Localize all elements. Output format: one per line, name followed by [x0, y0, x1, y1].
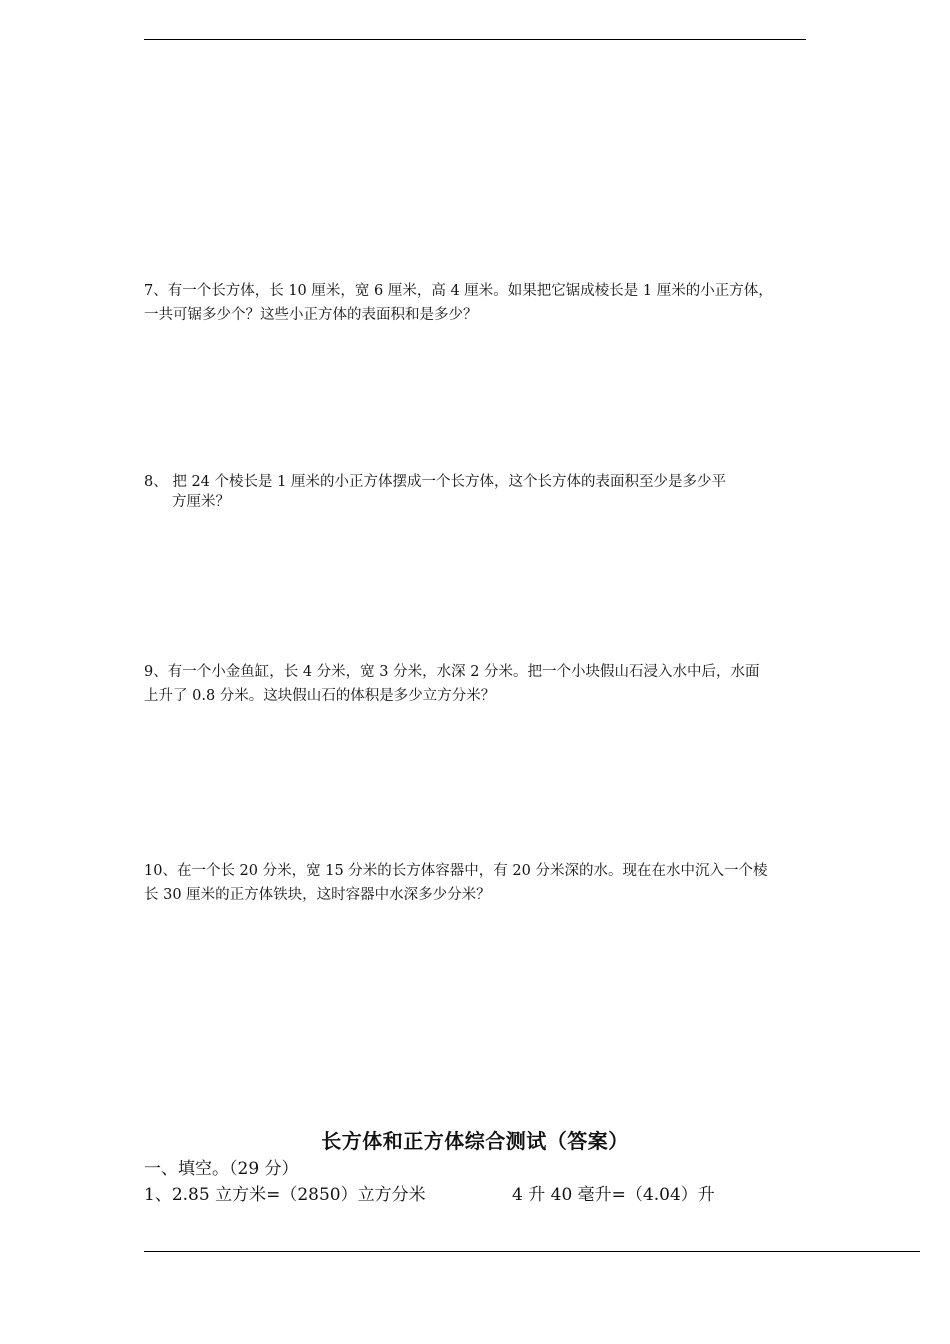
question-8-line-2: 方厘米？ [172, 494, 230, 510]
question-7-line-2: 一共可锯多少个？这些小正方体的表面积和是多少？ [144, 307, 478, 323]
question-9-line-2: 上升了 0.8 分米。这块假山石的体积是多少立方分米？ [144, 688, 496, 704]
header-rule [144, 39, 806, 40]
question-7 [144, 279, 773, 327]
question-9 [144, 660, 760, 708]
question-8-line-1: 8、 把 24 个棱长是 1 厘米的小正方体摆成一个长方体，这个长方体的表面积至少是多少平 [144, 474, 726, 490]
question-7-line-1: 7、有一个长方体，长 10 厘米，宽 6 厘米，高 4 厘米。如果把它锯成棱长是 1 厘米的小正方体， [144, 283, 773, 299]
question-9-line-1: 9、有一个小金鱼缸，长 4 分米，宽 3 分米，水深 2 分米。把一个小块假山石浸入水中后，水面 [144, 664, 760, 680]
answer-title: 长方体和正方体综合测试（答案） [321, 1129, 629, 1153]
question-10-line-1: 10、在一个长 20 分米，宽 15 分米的长方体容器中，有 20 分米深的水。现在在水中沉入一个棱 [144, 863, 768, 879]
footer-rule [144, 1251, 920, 1252]
question-8 [144, 470, 726, 514]
section-heading-fill-in: 一、填空。（29 分） [144, 1159, 299, 1179]
question-10 [144, 859, 767, 907]
answer-1-volume-conversion: 1、2.85 立方米=（2850）立方分米 [144, 1185, 426, 1205]
answer-1-capacity-conversion: 4 升 40 毫升=（4.04）升 [512, 1185, 715, 1205]
question-10-line-2: 长 30 厘米的正方体铁块，这时容器中水深多少分米？ [144, 887, 491, 903]
